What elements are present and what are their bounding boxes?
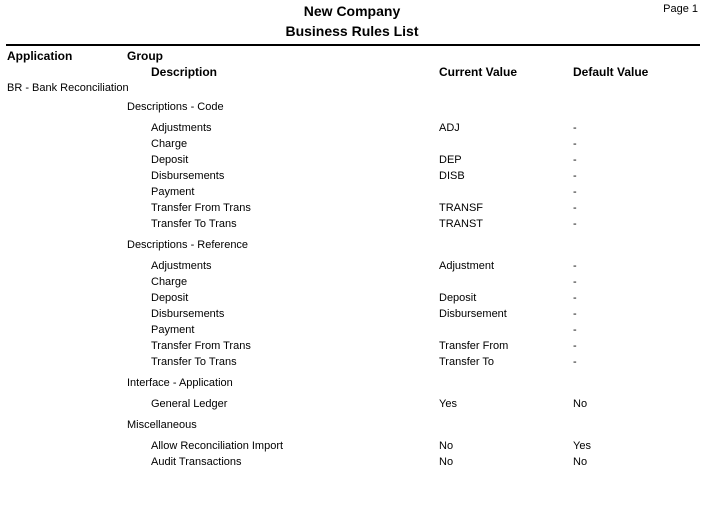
row-description: Adjustments <box>151 122 212 134</box>
column-header-description: Description <box>151 65 218 79</box>
row-current-value: TRANST <box>439 218 483 230</box>
page-number: Page 1 <box>663 3 698 15</box>
row-current-value: DEP <box>439 154 462 166</box>
company-name: New Company <box>303 3 401 19</box>
row-description: Adjustments <box>151 260 212 272</box>
row-default-value: - <box>573 202 577 214</box>
row-description: Transfer From Trans <box>151 340 251 352</box>
row-description: Charge <box>151 276 188 288</box>
row-current-value: TRANSF <box>439 202 483 214</box>
row-default-value: - <box>573 292 577 304</box>
group-name: Interface - Application <box>127 377 233 389</box>
row-default-value: Yes <box>573 440 591 452</box>
row-current-value: Adjustment <box>439 260 495 272</box>
row-current-value: Transfer To <box>439 356 495 368</box>
row-default-value: - <box>573 122 577 134</box>
report-title: Business Rules List <box>285 23 419 39</box>
row-default-value: - <box>573 276 577 288</box>
column-header-group: Group <box>127 49 163 63</box>
row-default-value: - <box>573 218 577 230</box>
row-description: Audit Transactions <box>151 456 242 468</box>
row-default-value: - <box>573 186 577 198</box>
row-default-value: - <box>573 154 577 166</box>
row-default-value: - <box>573 138 577 150</box>
row-description: Deposit <box>151 292 189 304</box>
column-header-application: Application <box>7 49 73 63</box>
row-description: Payment <box>151 324 195 336</box>
row-default-value: No <box>573 456 588 468</box>
row-current-value: ADJ <box>439 122 460 134</box>
group-name: Descriptions - Code <box>127 101 224 113</box>
row-default-value: - <box>573 170 577 182</box>
row-description: General Ledger <box>151 398 228 410</box>
row-current-value: DISB <box>439 170 465 182</box>
row-default-value: - <box>573 356 577 368</box>
row-current-value: Transfer From <box>439 340 509 352</box>
column-header-current-value: Current Value <box>439 65 518 79</box>
column-header-default-value: Default Value <box>573 65 649 79</box>
row-current-value: No <box>439 440 454 452</box>
row-current-value: Deposit <box>439 292 477 304</box>
row-current-value: Yes <box>439 398 457 410</box>
row-description: Transfer To Trans <box>151 356 237 368</box>
row-default-value: No <box>573 398 588 410</box>
row-default-value: - <box>573 260 577 272</box>
row-description: Deposit <box>151 154 189 166</box>
row-default-value: - <box>573 324 577 336</box>
row-default-value: - <box>573 340 577 352</box>
row-description: Disbursements <box>151 170 225 182</box>
row-description: Allow Reconciliation Import <box>151 440 284 452</box>
row-current-value: No <box>439 456 454 468</box>
group-name: Miscellaneous <box>127 419 197 431</box>
header-divider <box>6 44 700 46</box>
group-name: Descriptions - Reference <box>127 239 249 251</box>
row-default-value: - <box>573 308 577 320</box>
row-description: Charge <box>151 138 188 150</box>
application-name: BR - Bank Reconciliation <box>7 82 129 94</box>
row-description: Transfer To Trans <box>151 218 237 230</box>
row-description: Payment <box>151 186 195 198</box>
row-current-value: Disbursement <box>439 308 507 320</box>
row-description: Transfer From Trans <box>151 202 251 214</box>
row-description: Disbursements <box>151 308 225 320</box>
